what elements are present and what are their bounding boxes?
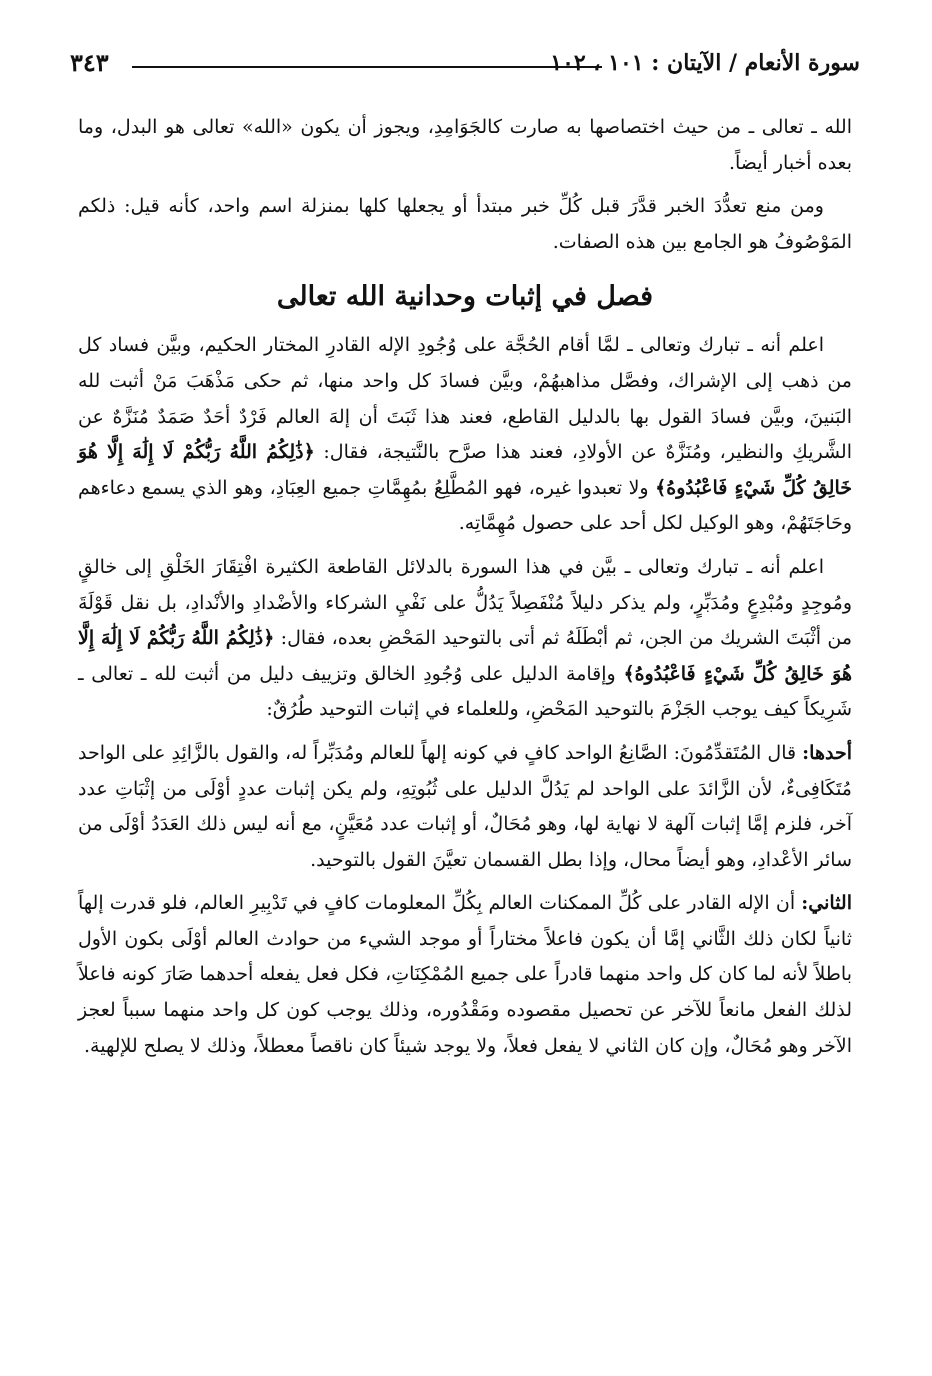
quran-verse-repeat: ﴿ذَٰلِكُمُ اللَّهُ رَبُّكُمْ لَا إِلَٰهَ إِلَّا هُوَ خَالِقُ كُلِّ شَيْءٍ فَاعْبُدُوهُ﴾ — [78, 627, 852, 685]
paragraph-second-proof — [78, 886, 852, 1064]
section-heading: فصل في إثبات وحدانية الله تعالى — [276, 281, 654, 313]
paragraph-oneness-intro — [78, 328, 852, 542]
paragraph-first-proof — [78, 736, 852, 878]
running-title: سورة الأنعام / الآيتان : ١٠١ ، ١٠٢ — [550, 50, 860, 76]
page-body — [78, 110, 852, 1072]
page-header — [70, 40, 860, 76]
paragraph-oneness-intro-text-1: اعلم أنه ـ تبارك وتعالى ـ لمَّا أقام الحُجَّة على وُجُودِ الإله القادرِ المختار الحكيم، وبيَّن فساد كل من ذهب إلى الإشراك، وفصَّل مذاهبهُمْ، وبيَّن فسادَ كل واحد منها، ثم حكى مَذْهَبَ مَنْ أثبت لله البَنينَ، وبيَّن فسادَ القول بها بالدليل القاطع، فعند هذا ثَبَتَ أن إلهَ العالم فَرْدٌ أحَدٌ صَمَدٌ مُنَزَّهٌ عن الشَّريكِ والنظير، ومُنَزَّهٌ عن الأولادِ، فعند هذا صرَّح بالنَّتيجة، فقال: — [78, 334, 852, 464]
second-proof-label: الثاني: — [801, 892, 852, 915]
paragraph-evidence-text-1: اعلم أنه ـ تبارك وتعالى ـ بيَّن في هذا السورة بالدلائل القاطعة الكثيرة افْتِقَارَ الخَلْقِ إلى خالقٍ ومُوجِدٍ ومُبْدِعٍ ومُدَبِّرٍ، ولم يذكر دليلاً مُنْفَصِلاً يَدُلُّ على نَفْيِ الشركاء والأضْدادِ والأنْدادِ، بل نقل قَوْلَةَ من أثْبَتَ الشريك من الجن، ثم أبْطَلَهُ ثم أتى بالتوحيد المَحْضِ بعده، فقال: — [78, 555, 853, 650]
paragraph-evidence — [78, 550, 852, 728]
quran-verse: ﴿ذَٰلِكُمُ اللَّهُ رَبُّكُمْ لَا إِلَٰهَ إِلَّا هُوَ خَالِقُ كُلِّ شَيْءٍ فَاعْبُدُوهُ﴾ — [78, 441, 852, 499]
paragraph-oneness-intro-text-2: ولا تعبدوا غيره، فهو المُطَّلِعُ بمُهِمَّاتِ جميع العِبَادِ، وهو الذي يسمع دعاءهم وحَاجَتَهُمْ، وهو الوكيل لكل أحد على حصول مُهِمَّاتِه. — [78, 476, 852, 535]
first-proof-text: قال المُتَقدِّمُونَ: الصَّانِعُ الواحد كافٍ في كونه إلهاً للعالم ومُدَبِّراً له، والقول بالزَّائِدِ على الواحد مُتَكَافِىءٌ، لأن الزَّائدَ على الواحد لم يَدُلَّ الدليل على ثُبُوتِهِ، ولم يكن إثبات عددٍ أوْلَى من إثْبَاتِ عدد آخر، فلزم إمَّا إثبات آلهة لا نهاية لها، وهو مُحَالٌ، أو إثبات عدد مُعَيَّنٍ، مع أنه ليس ذلك العَدَدُ أوْلَى من سائر الأعْدادِ، وهو أيضاً محال، وإذا بطل القسمان تعيَّنَ القول بالتوحيد. — [78, 741, 852, 871]
paragraph-continuation: الله ـ تعالى ـ من حيث اختصاصها به صارت كالجَوَامِدِ، ويجوز أن يكون «الله» تعالى هو البدل، وما بعده أخبار أيضاً. — [78, 116, 852, 174]
page-number: ٣٤٣ — [70, 48, 109, 77]
first-proof-label: أحدها: — [802, 741, 852, 764]
header-rule — [132, 66, 602, 68]
second-proof-text: أن الإله القادر على كُلِّ الممكنات العالم بِكُلِّ المعلومات كافٍ في تَدْبِيرِ العالم، فلو قدرت إلهاً ثانياً لكان ذلك الثَّاني إمَّا أن يكون فاعلاً مختاراً أو موجد الشيء من حوادث العالم أوْلَى بكون الأول باطلاً لأنه لما كان كل واحد منهما قادراً على جميع المُمْكِنَاتِ، فكل فعل يفعله أحدهما صَارَ كونه فاعلاً لذلك الفعل مانعاً للآخر عن تحصيل مقصوده ومَقْدُوره، وذلك يوجب كون كل واحد منهما سبباً لعجز الآخر وهو مُحَالٌ، وإن كان الثاني لا يفعل فعلاً، ولا يوجد شيئاً كان ناقصاً معطلاً، وذلك لا يصلح للإلهية. — [78, 892, 852, 1057]
paragraph-evidence-text-2: وإقامة الدليل على وُجُودِ الخالق وتزييف دليل من أثبت لله ـ تعالى ـ شَرِيكاً كيف يوجب الجَزْمَ بالتوحيد المَحْضِ، وللعلماء في إثبات التوحيد طُرُقٌ: — [78, 662, 852, 721]
paragraph-multiple-predicates: ومن منع تعدُّدَ الخبر قدَّرَ قبل كُلِّ خبر مبتدأ أو يجعلها كلها بمنزلة اسم واحد، كأنه قيل: ذلكم المَوْصُوفُ هو الجامع بين هذه الصفات. — [78, 195, 852, 253]
